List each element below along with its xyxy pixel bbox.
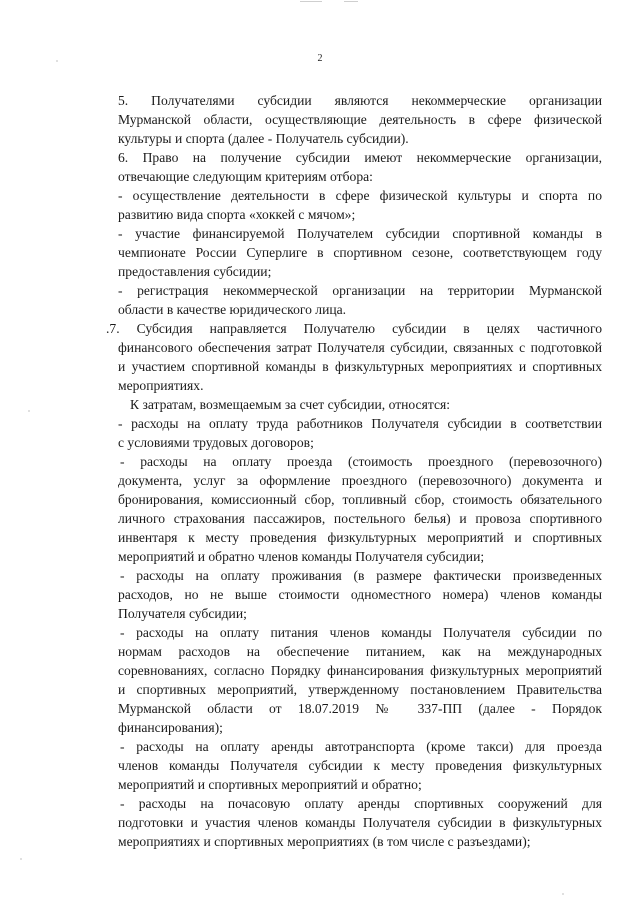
text-line: членов команды Получателя субсидии к месту проведения физкультурных: [118, 758, 602, 773]
text-line: документа, услуг за оформление проездного (перевозочного) документа и: [118, 473, 602, 488]
text-line: и участием спортивной команды в физкультурных мероприятиях и спортивных: [118, 359, 602, 374]
text-line: расходов, но не выше стоимости одноместного номера) членов команды: [118, 587, 602, 602]
text-line: личного страхования пассажиров, постельного белья) и провоза спортивного: [118, 511, 602, 526]
text-line: Мурманской области, осуществляющие деятельность в сфере физической: [118, 112, 602, 127]
scan-artifact: [28, 410, 30, 412]
text-line: нормам расходов на обеспечение питанием, как на международных: [118, 644, 602, 659]
text-line: .7. Субсидия направляется Получателю субсидии в целях частичного: [106, 321, 602, 336]
text-line: - расходы на оплату аренды автотранспорта (кроме такси) для проезда: [120, 739, 602, 754]
text-line: с условиями трудовых договоров;: [118, 435, 314, 450]
scan-artifact: [20, 858, 22, 860]
text-line: - расходы на оплату проезда (стоимость проездного (перевозочного): [120, 454, 602, 469]
text-line: развитию вида спорта «хоккей с мячом»;: [118, 207, 356, 222]
text-line: - регистрация некоммерческой организации на территории Мурманской: [118, 283, 602, 298]
text-line: чемпионате России Суперлиге в спортивном сезоне, соответствующем году: [118, 245, 602, 260]
text-line: К затратам, возмещаемым за счет субсидии, относятся:: [130, 397, 451, 412]
text-line: бронирования, комиссионный сбор, топливный сбор, стоимость обязательного: [118, 492, 602, 507]
text-line: - осуществление деятельности в сфере физической культуры и спорта по: [118, 188, 602, 203]
text-line: финансового обеспечения затрат Получателя субсидии, связанных с подготовкой: [118, 340, 602, 355]
text-line: предоставления субсидии;: [118, 264, 272, 279]
text-line: 6. Право на получение субсидии имеют некоммерческие организации,: [118, 150, 602, 165]
text-line: мероприятиях.: [118, 378, 204, 393]
text-line: культуры и спорта (далее - Получатель субсидии).: [118, 131, 409, 146]
text-line: отвечающие следующим критериям отбора:: [118, 169, 373, 184]
text-line: инвентаря к месту проведения физкультурных мероприятий и спортивных: [118, 530, 602, 545]
text-line: - расходы на почасовую оплату аренды спортивных сооружений для: [120, 796, 602, 811]
scan-artifact: [344, 1, 358, 2]
scan-artifact: [562, 893, 564, 895]
text-line: мероприятий и обратно членов команды Получателя субсидии;: [118, 549, 485, 564]
text-line: Получателя субсидии;: [118, 606, 247, 621]
text-line: финансирования);: [118, 720, 223, 735]
text-line: и спортивных мероприятий, утвержденному постановлением Правительства: [118, 682, 602, 697]
text-line: подготовки и участия членов команды Получателя субсидии в физкультурных: [118, 815, 602, 830]
text-line: мероприятиях и спортивных мероприятиях (в том числе с разъездами);: [118, 834, 531, 849]
text-line: области в качестве юридического лица.: [118, 302, 347, 317]
text-line: - участие финансируемой Получателем субсидии спортивной команды в: [118, 226, 602, 241]
scan-artifact: [300, 1, 322, 2]
text-line: - расходы на оплату питания членов команды Получателя субсидии по: [120, 625, 602, 640]
page-number: 2: [317, 53, 323, 64]
text-line: - расходы на оплату труда работников Получателя субсидии в соответствии: [118, 416, 602, 431]
text-line: 5. Получателями субсидии являются некоммерческие организации: [118, 93, 602, 108]
text-line: соревнованиях, согласно Порядку финансирования физкультурных мероприятий: [118, 663, 602, 678]
text-line: мероприятий и спортивных мероприятий и обратно;: [118, 777, 422, 792]
text-line: Мурманской области от 18.07.2019 № 337-ПП (далее - Порядок: [118, 701, 602, 716]
text-line: - расходы на оплату проживания (в размере фактически произведенных: [120, 568, 602, 583]
